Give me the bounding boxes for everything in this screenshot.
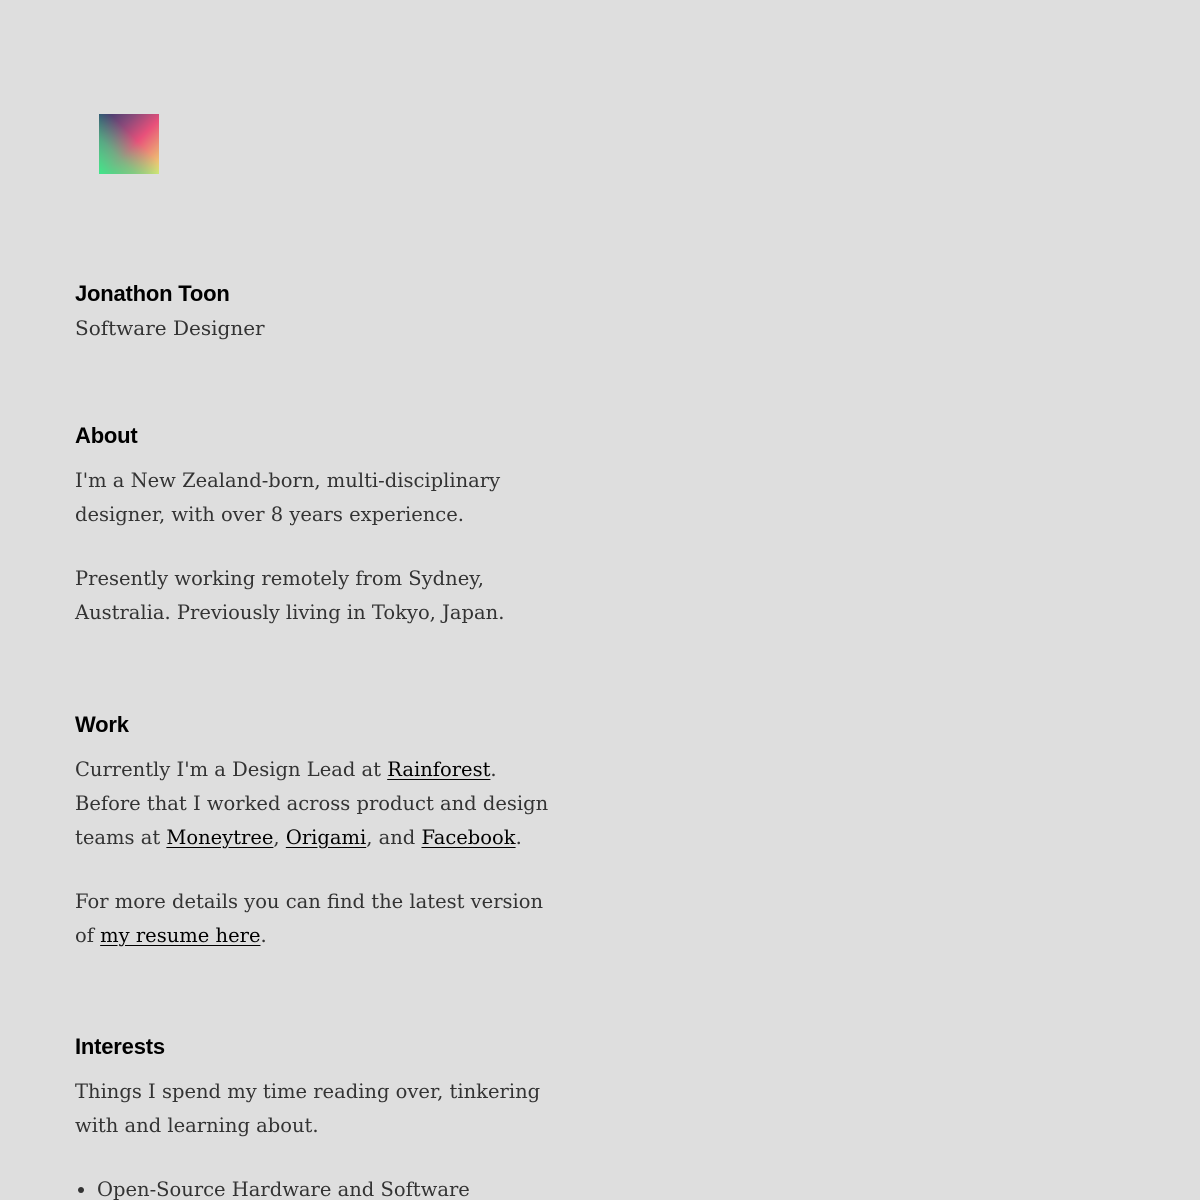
resume-link[interactable]: my resume here bbox=[100, 924, 261, 947]
work-text: Currently I'm a Design Lead at bbox=[75, 758, 388, 781]
list-item: • Open-Source Hardware and Software bbox=[97, 1173, 565, 1200]
gradient-logo bbox=[99, 114, 159, 174]
about-section bbox=[75, 422, 565, 630]
work-paragraph-2 bbox=[75, 885, 565, 953]
work-paragraph-1 bbox=[75, 753, 565, 855]
interests-heading: Interests bbox=[75, 1034, 165, 1059]
moneytree-link[interactable]: Moneytree bbox=[166, 826, 274, 849]
about-heading: About bbox=[75, 423, 138, 448]
work-text: . bbox=[260, 924, 267, 947]
interests-section bbox=[75, 1033, 565, 1200]
work-text: For more details you can find the latest version of bbox=[75, 890, 544, 947]
profile-name: Jonathon Toon bbox=[75, 281, 230, 306]
rainforest-link[interactable]: Rainforest bbox=[387, 758, 491, 781]
work-heading: Work bbox=[75, 712, 129, 737]
profile-header bbox=[75, 280, 265, 344]
work-text: . bbox=[515, 826, 522, 849]
work-text: , and bbox=[366, 826, 422, 849]
work-text: . Before that I worked across product and design teams at bbox=[75, 758, 549, 849]
work-section bbox=[75, 711, 565, 953]
profile-title: Software Designer bbox=[75, 316, 265, 340]
facebook-link[interactable]: Facebook bbox=[421, 826, 516, 849]
origami-link[interactable]: Origami bbox=[285, 826, 367, 849]
about-paragraph-1: I'm a New Zealand-born, multi-disciplinary designer, with over 8 years experience. bbox=[75, 469, 501, 526]
work-text: , bbox=[273, 826, 286, 849]
interests-list bbox=[75, 1173, 565, 1200]
interests-intro: Things I spend my time reading over, tinkering with and learning about. bbox=[75, 1080, 541, 1137]
about-paragraph-2: Presently working remotely from Sydney, Australia. Previously living in Tokyo, Japan. bbox=[75, 567, 505, 624]
